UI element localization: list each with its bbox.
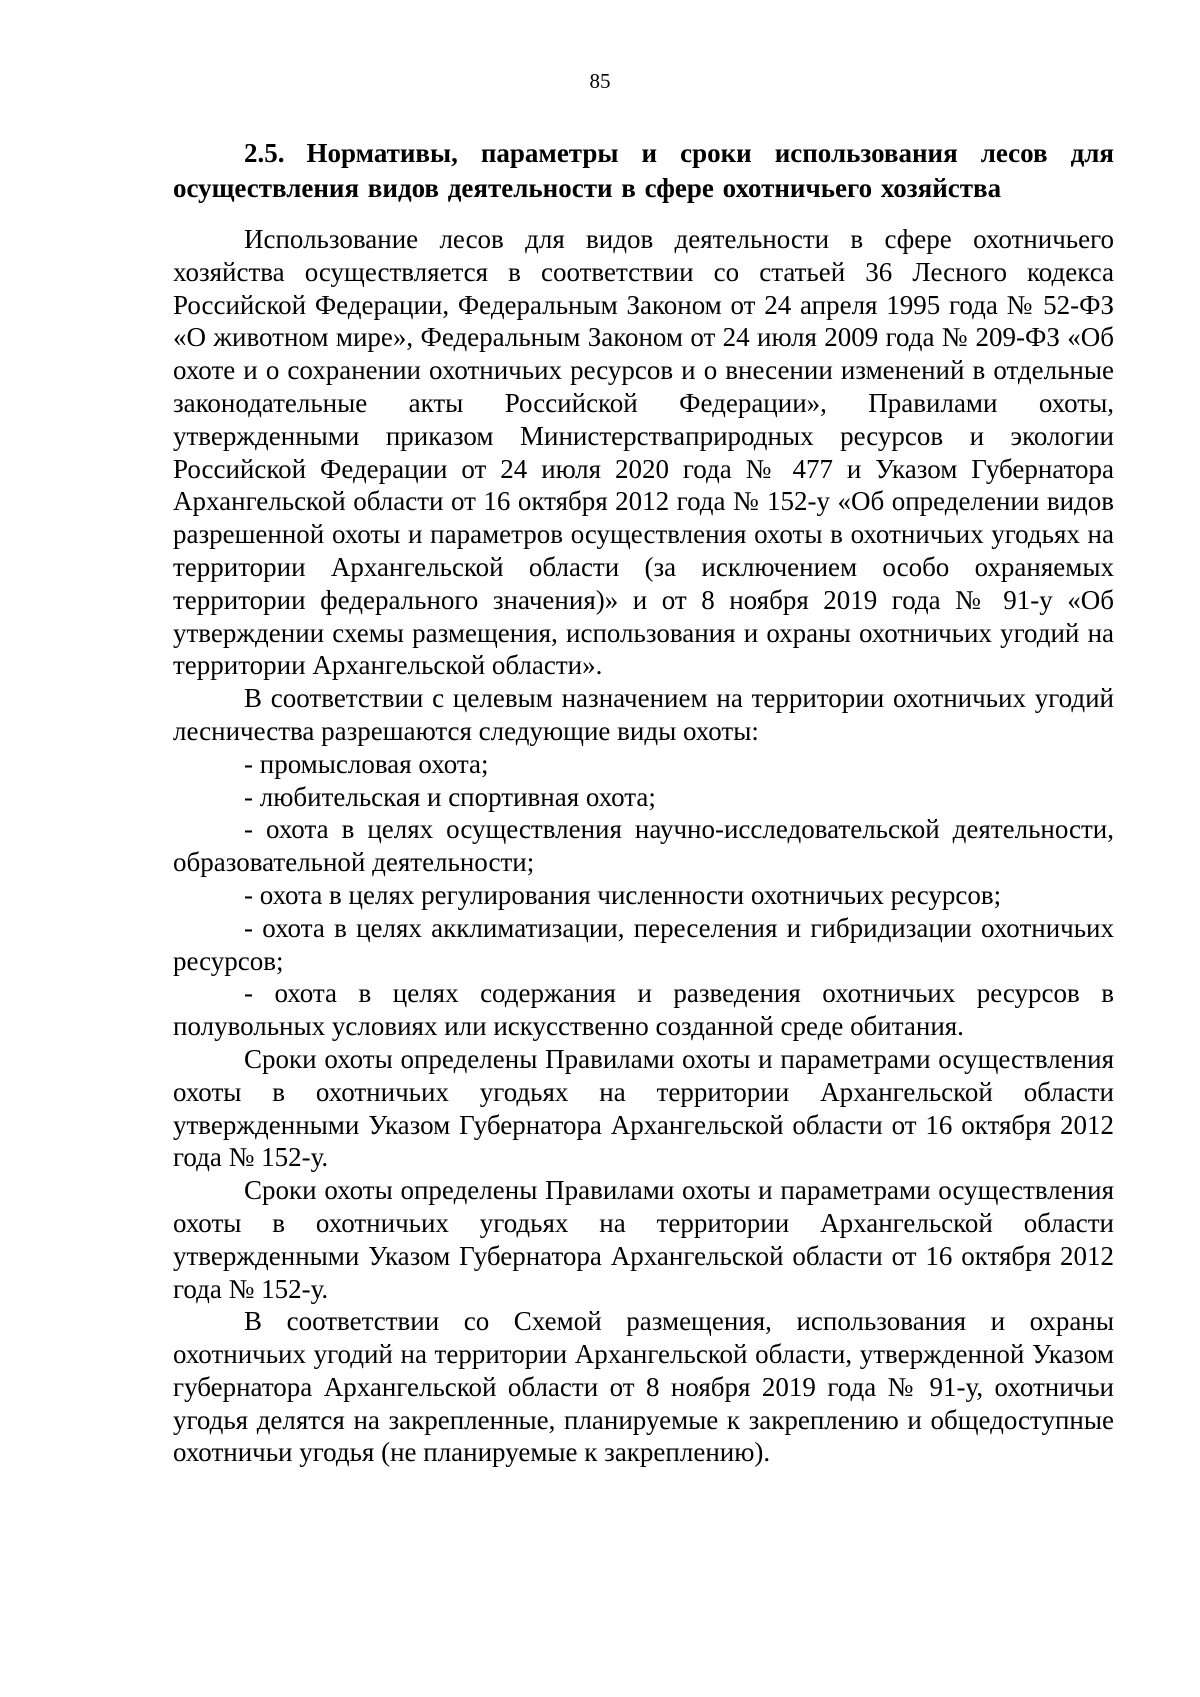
list-item-research-hunting: - охота в целях осуществления научно-исследовательской деятельности, образовательной деятельности; <box>173 814 1114 878</box>
section-heading <box>173 136 1114 205</box>
list-item-acclimatization-hunting: - охота в целях акклиматизации, переселения и гибридизации охотничьих ресурсов; <box>173 912 1114 976</box>
list-item-amateur-sport-hunting: - любительская и спортивная охота; <box>244 781 656 812</box>
section-title: Нормативы, параметры и сроки использования лесов для осуществления видов деятельности в сфере охотничьего хозяйства <box>173 138 1114 203</box>
paragraph-hunting-periods-repeat: Сроки охоты определены Правилами охоты и параметрами осуществления охоты в охотничьих угодьях на территории Архангельской области утвержденными Указом Губернатора Архангельской области от 16 октября 2012 года № 152-у. <box>173 1175 1114 1304</box>
paragraph-hunting-types-intro: В соответствии с целевым назначением на территории охотничьих угодий лесничества разрешаются следующие виды охоты: <box>173 683 1114 746</box>
page-number: 85 <box>589 69 611 93</box>
list-item-commercial-hunting: - промысловая охота; <box>244 748 489 779</box>
paragraph-hunting-periods: Сроки охоты определены Правилами охоты и параметрами осуществления охоты в охотничьих угодьях на территории Архангельской области утвержденными Указом Губернатора Архангельской области от 16 октября 2012 года № 152-у. <box>173 1043 1114 1173</box>
paragraph-legal-basis: Использование лесов для видов деятельности в сфере охотничьего хозяйства осуществляется в соответствии со статьей 36 Лесного кодекса Российской Федерации, Федеральным Законом от 24 апреля 1995 года № 52-ФЗ «О животном мире», Федеральным Законом от 24 июля 2009 года № 209-ФЗ «Об охоте и о сохранении охотничьих ресурсов и о внесении изменений в отдельные законодательные акты Российской Федерации», Правилами охоты, утвержденными приказом Министерствaприродных ресурсов и экологии Российской Федерации от 24 июля 2020 года № 477 и Указом Губернатора Архангельской области от 16 октября 2012 года № 152-у «Об определении видов разрешенной охоты и параметров осуществления охоты в охотничьих угодьях на территории Архангельской области (за исключением особо охраняемых территории федерального значения)» и от 8 ноября 2019 года № 91-у «Об утверждении схемы размещения, использования и охраны охотничьих угодий на территории Архангельской области». <box>173 224 1114 681</box>
document-body <box>173 136 1114 1469</box>
paragraph-hunting-grounds-scheme: В соответствии со Схемой размещения, использования и охраны охотничьих угодий на территории Архангельской области, утвержденной Указом губернатора Архангельской области от 8 ноября 2019 года № 91-у, охотничьи угодья делятся на закрепленные, планируемые к закреплению и общедоступные охотничьи угодья (не планируемые к закреплению). <box>173 1306 1114 1468</box>
section-number: 2.5. <box>244 138 285 168</box>
list-item-breeding-hunting: - охота в целях содержания и разведения охотничьих ресурсов в полувольных условиях или искусственно созданной среде обитания. <box>173 978 1114 1042</box>
list-item-population-control-hunting: - охота в целях регулирования численности охотничьих ресурсов; <box>244 879 1002 910</box>
